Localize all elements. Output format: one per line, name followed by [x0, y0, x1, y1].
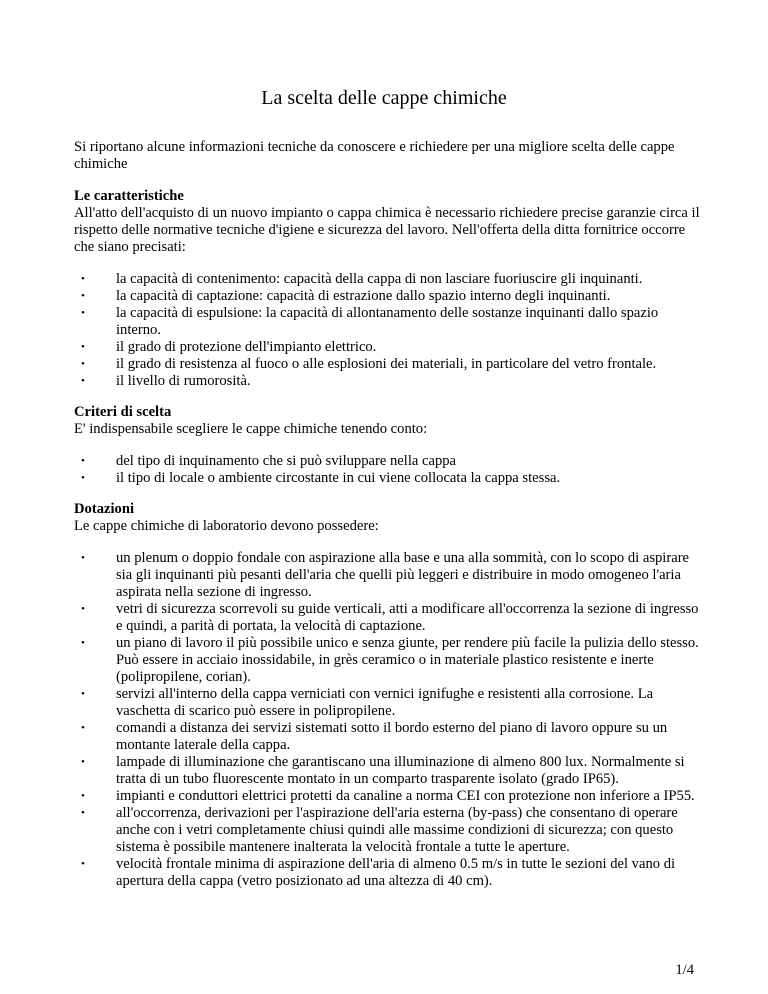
- section-text: Le cappe chimiche di laboratorio devono possedere:: [74, 518, 379, 534]
- section-criteri: [74, 404, 702, 487]
- list-item: • il grado di protezione dell'impianto elettrico.: [116, 339, 702, 356]
- list-item: • del tipo di inquinamento che si può sviluppare nella cappa: [116, 453, 702, 470]
- list-item: • la capacità di captazione: capacità di estrazione dallo spazio interno degli inquinanti.: [116, 288, 702, 305]
- page-title: La scelta delle cappe chimiche: [261, 87, 507, 109]
- list-item: • il grado di resistenza al fuoco o alle esplosioni dei materiali, in particolare del vetro frontale.: [116, 356, 702, 373]
- list-item: • il tipo di locale o ambiente circostante in cui viene collocata la cappa stessa.: [116, 470, 702, 487]
- section-heading: Le caratteristiche: [74, 188, 184, 204]
- list-item: • velocità frontale minima di aspirazione dell'aria di almeno 0.5 m/s in tutte le sezioni del vano di apertura della cappa (vetro posizionato ad una altezza di 40 cm).: [116, 856, 702, 890]
- bullet-list: [74, 453, 702, 487]
- list-item: • servizi all'interno della cappa verniciati con vernici ignifughe e resistenti alla corrosione. La vaschetta di scarico può essere in polipropilene.: [116, 686, 702, 720]
- page-number: 1/4: [675, 962, 694, 978]
- section-heading: Criteri di scelta: [74, 404, 172, 420]
- section-text: E' indispensabile scegliere le cappe chimiche tenendo conto:: [74, 421, 428, 437]
- section-caratteristiche: [74, 188, 702, 390]
- bullet-list: [74, 271, 702, 390]
- list-item: • comandi a distanza dei servizi sistemati sotto il bordo esterno del piano di lavoro oppure su un montante laterale della cappa.: [116, 720, 702, 754]
- list-item: • il livello di rumorosità.: [116, 373, 702, 390]
- document-body: [74, 139, 702, 904]
- list-item: • vetri di sicurezza scorrevoli su guide verticali, atti a modificare all'occorrenza la sezione di ingresso e quindi, a parità di portata, la velocità di captazione.: [116, 601, 702, 635]
- section-dotazioni: [74, 501, 702, 890]
- bullet-list: [74, 550, 702, 890]
- list-item: • la capacità di espulsione: la capacità di allontanamento delle sostanze inquinanti dallo spazio interno.: [116, 305, 702, 339]
- list-item: • la capacità di contenimento: capacità della cappa di non lasciare fuoriuscire gli inquinanti.: [116, 271, 702, 288]
- list-item: • all'occorrenza, derivazioni per l'aspirazione dell'aria esterna (by-pass) che consentano di operare anche con i vetri completamente chiusi quindi alle massime condizioni di sicurezza; con questo sistema è possibile mantenere inalterata la velocità frontale a tutte le aperture.: [116, 805, 702, 856]
- list-item: • un plenum o doppio fondale con aspirazione alla base e una alla sommità, con lo scopo di aspirare sia gli inquinanti più pesanti dell'aria che quelli più leggeri e distribuire in modo omogeneo l'aria aspirata nella sezione di ingresso.: [116, 550, 702, 601]
- intro-paragraph: Si riportano alcune informazioni tecniche da conoscere e richiedere per una migliore scelta delle cappe chimiche: [74, 139, 675, 172]
- section-heading: Dotazioni: [74, 501, 134, 517]
- section-text: All'atto dell'acquisto di un nuovo impianto o cappa chimica è necessario richiedere precise garanzie circa il rispetto delle normative tecniche d'igiene e sicurezza del lavoro. Nell'offerta della ditta fornitrice occorre che siano precisati:: [74, 205, 700, 255]
- list-item: • lampade di illuminazione che garantiscano una illuminazione di almeno 800 lux. Normalmente si tratta di un tubo fluorescente montato in un comparto trasparente isolato (grado IP65).: [116, 754, 702, 788]
- list-item: • un piano di lavoro il più possibile unico e senza giunte, per rendere più facile la pulizia dello stesso. Può essere in acciaio inossidabile, in grès ceramico o in materiale plastico resistente e inerte (polipropilene, corian).: [116, 635, 702, 686]
- list-item: • impianti e conduttori elettrici protetti da canaline a norma CEI con protezione non inferiore a IP55.: [116, 788, 702, 805]
